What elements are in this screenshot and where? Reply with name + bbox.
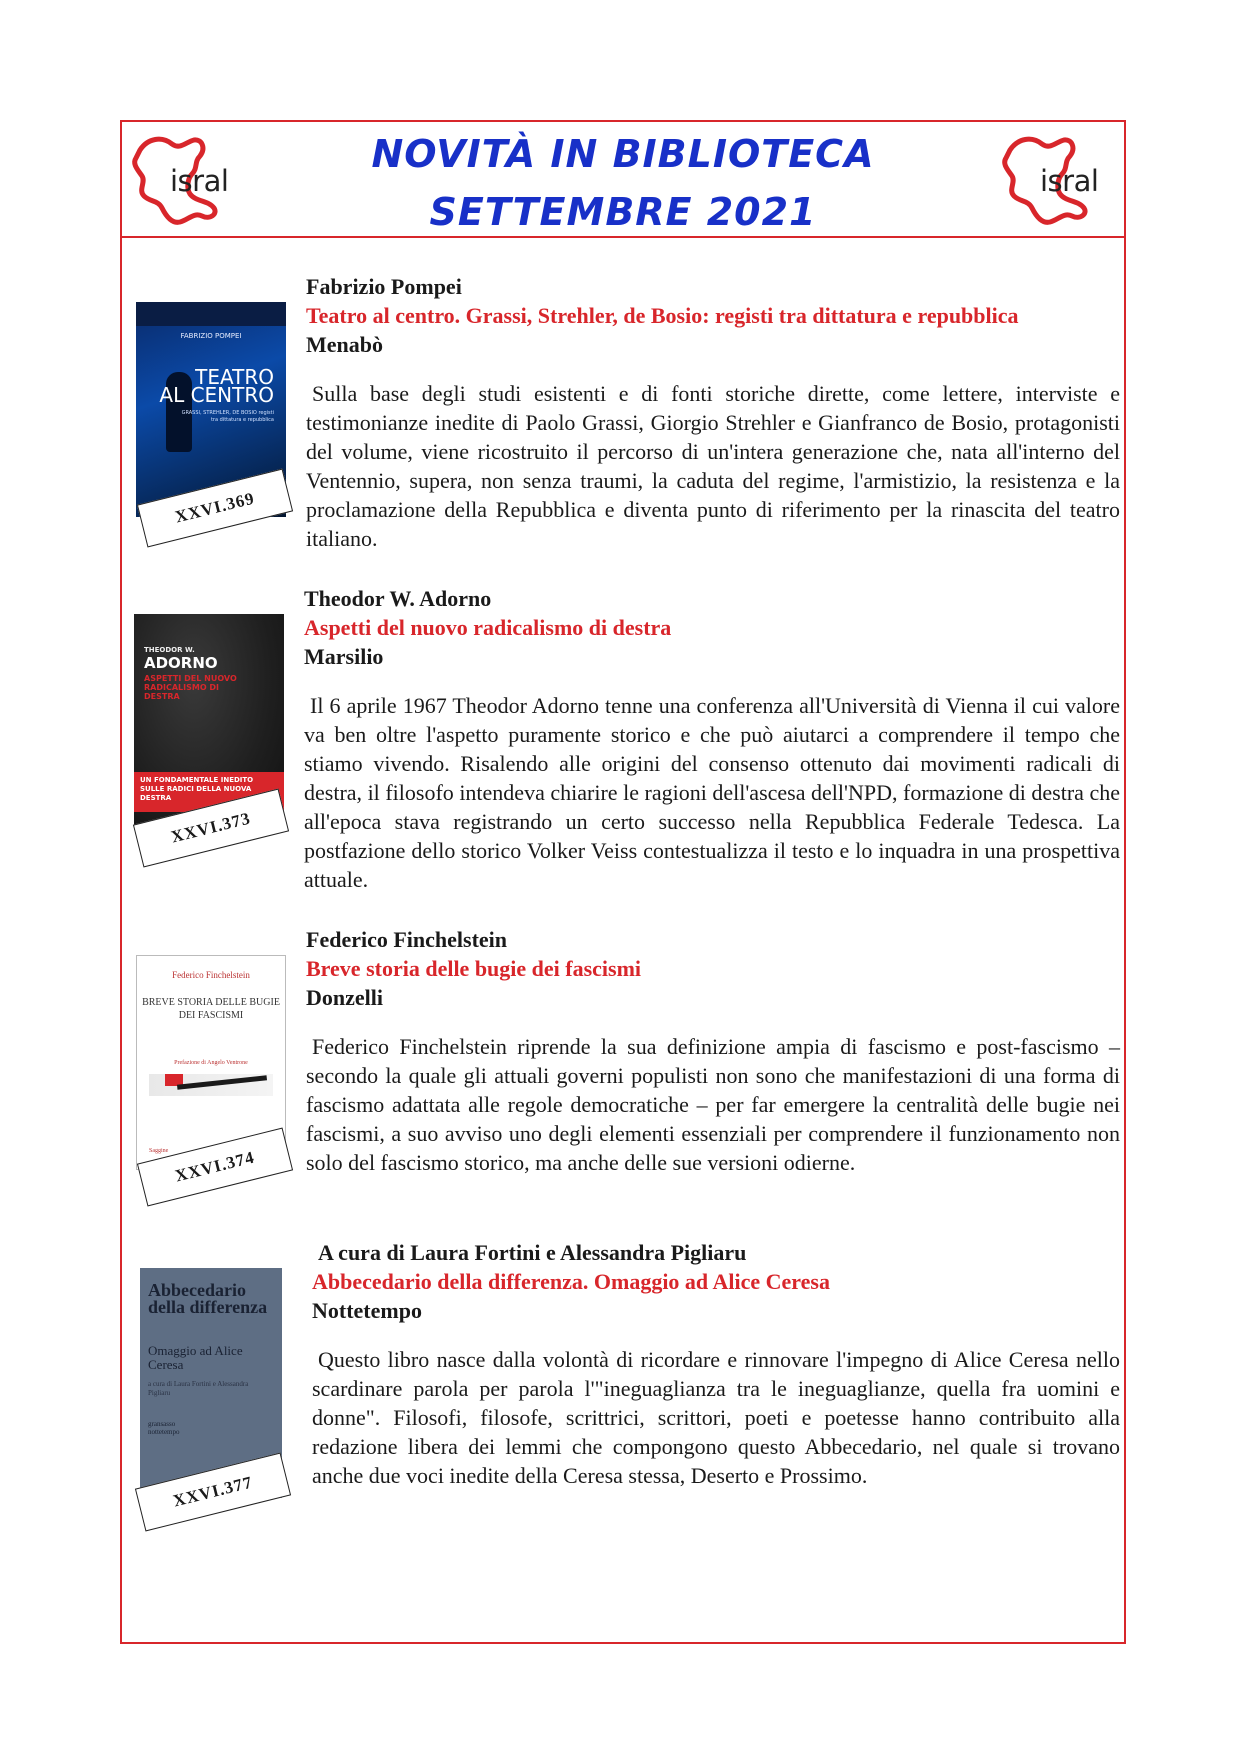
book-description: Federico Finchelstein riprende la sua definizione ampia di fascismo e post-fascismo – secondo la quale gli attuali governi populisti non sono che manifestazioni di una forma di fascismo adattata alle regole democratiche – per far emergere la centralità delle bugie nei fascismi, a suo avviso uno degli elementi essenziali per comprendere il funzionamento non solo del fascismo storico, ma anche delle sue versioni odierne. xyxy=(306,1034,1120,1175)
book-publisher: Marsilio xyxy=(304,644,384,669)
cover-subtitle: GRASSI, STREHLER, DE BOSIO registi tra dittatura e repubblica xyxy=(181,410,274,423)
book-title: Abbecedario della differenza. Omaggio ad Alice Ceresa xyxy=(312,1269,830,1294)
book-publisher: Menabò xyxy=(306,332,383,357)
book-title: Breve storia delle bugie dei fascismi xyxy=(306,956,642,981)
cover-subtitle: Omaggio ad Alice Ceresa xyxy=(148,1343,243,1372)
isral-logo-left xyxy=(128,130,248,230)
cover-author: FABRIZIO POMPEI xyxy=(180,332,242,340)
cover-author: Federico Finchelstein xyxy=(172,970,250,980)
logo-text: isral xyxy=(1040,164,1099,198)
page-title-line1: NOVITÀ IN BIBLIOTECA xyxy=(371,132,875,176)
book-description: Il 6 aprile 1967 Theodor Adorno tenne una conferenza all'Università di Vienna il cui valore va ben oltre l'aspetto puramente storico e che può aiutarci a comprendere il tempo che stiamo vivendo. Risalendo alle origini del consenso ottenuto dai movimenti radicali di destra, il filosofo intendeva chiarire le ragioni dell'ascesa dell'NPD, formazione di destra che all'epoca stava registrando un certo successo nella Repubblica Federale Tedesca. La postfazione dello storico Volker Veiss contestualizza il testo e lo inquadra in una prospettiva attuale. xyxy=(304,693,1120,892)
cover-curators: a cura di Laura Fortini e Alessandra Pigliaru xyxy=(148,1380,249,1397)
book-author: A cura di Laura Fortini e Alessandra Pigliaru xyxy=(318,1240,747,1265)
page-frame xyxy=(120,120,1126,1644)
book-title: Teatro al centro. Grassi, Strehler, de Bosio: registi tra dittatura e repubblica xyxy=(306,303,1019,328)
book-description: Sulla base degli studi esistenti e di fonti storiche dirette, come lettere, interviste e testimonianze inedite di Paolo Grassi, Giorgio Strehler e Gianfranco de Bosio, protagonisti del volume, viene ricostruito il percorso di un'intera generazione che, nata all'interno del Ventennio, supera, non senza traumi, la caduta del regime, l'armistizio, la resistenza e la proclamazione della Repubblica e diventa punto di riferimento per la rinascita del teatro italiano. xyxy=(306,381,1120,551)
cover-author-small: THEODOR W. xyxy=(144,646,195,654)
book-description: Questo libro nasce dalla volontà di ricordare e rinnovare l'impegno di Alice Ceresa nello scardinare parola per parola l'"ineguaglianza tra le ineguaglianze, quella fra uomini e donne". Filosofi, filosofe, scrittrici, scrittori, poeti e poetesse hanno contribuito alla redazione libera dei lemmi che compongono questo Abbecedario, nel quale si trovano anche due voci inedite della Ceresa stessa, Deserto e Prossimo. xyxy=(312,1347,1120,1488)
shelfmark-label: XXVI.369 xyxy=(137,469,293,548)
shelfmark-label: XXVI.373 xyxy=(133,789,289,868)
book-author: Theodor W. Adorno xyxy=(304,586,492,611)
shelfmark-label: XXVI.374 xyxy=(137,1128,293,1207)
header-divider xyxy=(122,236,1124,238)
book-publisher: Nottetempo xyxy=(312,1298,422,1323)
cover-band: UN FONDAMENTALE INEDITO SULLE RADICI DELLA NUOVA DESTRA xyxy=(134,772,284,812)
cover-publisher: gransasso nottetempo xyxy=(148,1420,180,1436)
page-title-line2: SETTEMBRE 2021 xyxy=(429,190,817,234)
book-author: Federico Finchelstein xyxy=(306,927,508,952)
book-author: Fabrizio Pompei xyxy=(306,274,462,299)
cover-author-big: ADORNO xyxy=(144,654,218,672)
logo-text: isral xyxy=(170,164,229,198)
book-publisher: Donzelli xyxy=(306,985,383,1010)
cover-preface: Prefazione di Angelo Ventrone xyxy=(174,1060,248,1066)
shelfmark-label: XXVI.377 xyxy=(135,1453,291,1532)
cover-title: BREVE STORIA DELLE BUGIE DEI FASCISMI xyxy=(142,997,280,1021)
cover-title-b: AL CENTRO xyxy=(159,383,274,407)
book-title: Aspetti del nuovo radicalismo di destra xyxy=(304,615,672,640)
cover-title-a: TEATRO xyxy=(195,365,274,389)
cover-series: Saggine xyxy=(149,1148,169,1154)
cover-title: ASPETTI DEL NUOVO RADICALISMO DI DESTRA xyxy=(144,674,237,701)
cover-title: Abbecedario della differenza xyxy=(148,1280,268,1317)
isral-logo-right xyxy=(998,130,1118,230)
